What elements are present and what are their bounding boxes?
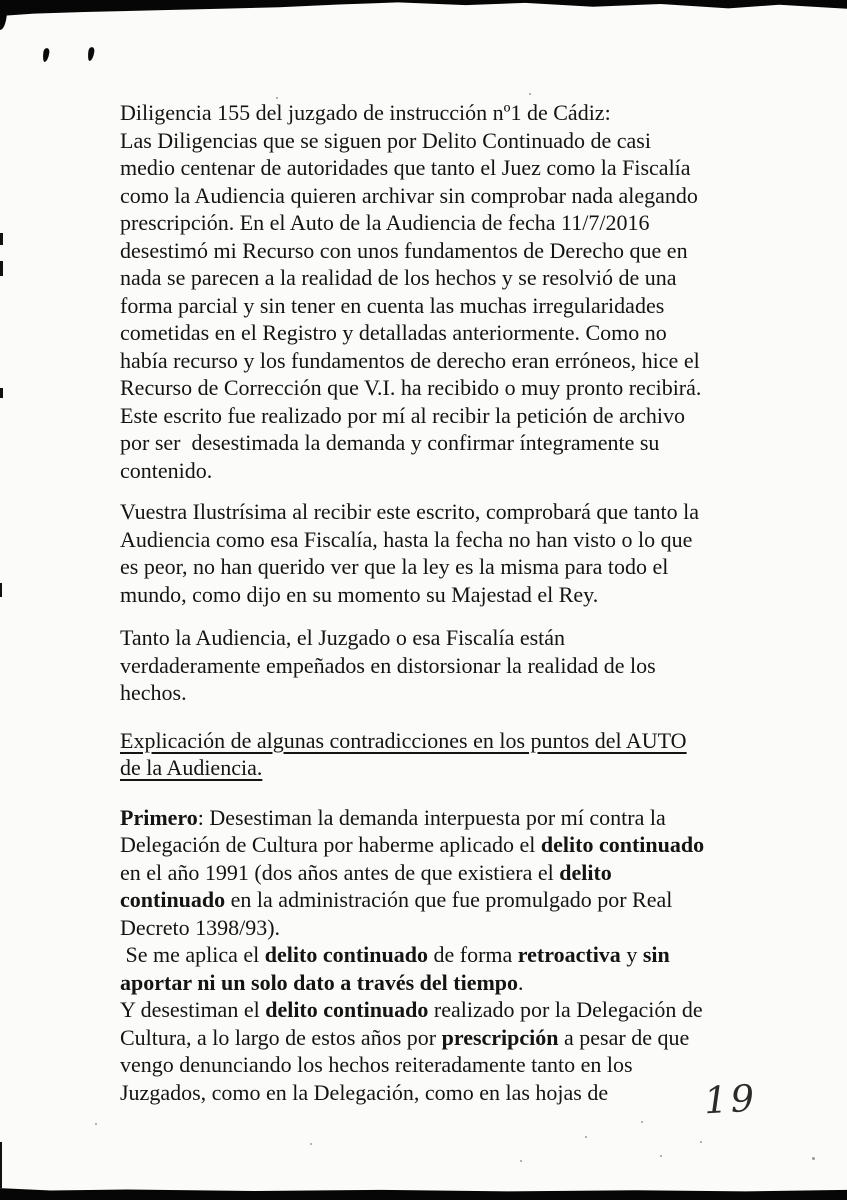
text-run: Decreto 1398/93). bbox=[120, 914, 281, 940]
text-run: contenido. bbox=[120, 457, 213, 483]
bold-text-run: prescripción bbox=[441, 1024, 559, 1050]
text-run: Diligencia 155 del juzgado de instrucción nº1 de Cádiz: bbox=[120, 100, 611, 125]
text-line bbox=[120, 374, 780, 402]
text-run: Tanto la Audiencia, el Juzgado o esa Fiscalía están bbox=[120, 625, 566, 650]
bold-text-run: delito bbox=[559, 859, 612, 885]
scan-speckle bbox=[95, 1123, 97, 1125]
bold-text-run: Primero bbox=[120, 804, 198, 830]
text-line bbox=[120, 754, 780, 782]
text-run: a pesar de que bbox=[558, 1024, 690, 1050]
text-run: prescripción. En el Auto de la Audiencia de fecha 11/7/2016 bbox=[120, 210, 650, 235]
text-run: Delegación de Cultura por haberme aplicado el bbox=[120, 832, 541, 857]
text-line bbox=[120, 209, 780, 237]
text-line bbox=[120, 292, 780, 320]
text-line bbox=[120, 941, 780, 969]
scan-edge-artifact bbox=[0, 233, 3, 245]
text-run: mundo, como dijo en su momento su Majestad el Rey. bbox=[120, 581, 599, 607]
text-run: hechos. bbox=[120, 680, 187, 705]
text-run: y bbox=[620, 942, 643, 967]
scan-edge-artifact bbox=[0, 388, 3, 398]
text-line bbox=[120, 969, 780, 997]
text-line bbox=[120, 498, 780, 526]
text-line bbox=[120, 154, 780, 182]
scan-speckle bbox=[520, 1160, 522, 1162]
text-run: había recurso y los fundamentos de derecho eran erróneos, hice el bbox=[120, 347, 700, 373]
document-paragraph bbox=[120, 99, 780, 484]
scan-speckle bbox=[812, 1157, 815, 1160]
scan-speckle bbox=[585, 1136, 587, 1138]
text-run: Juzgados, como en la Delegación, como en las hojas de bbox=[120, 1079, 609, 1105]
text-line bbox=[120, 429, 780, 457]
scan-edge-artifact bbox=[0, 1142, 2, 1188]
text-line bbox=[120, 727, 780, 755]
scan-speckle bbox=[660, 1155, 662, 1157]
text-line bbox=[120, 402, 780, 430]
text-line bbox=[120, 319, 780, 347]
ink-mark bbox=[87, 47, 95, 62]
text-line bbox=[120, 99, 780, 127]
scan-edge-artifact bbox=[0, 583, 2, 597]
document-paragraph bbox=[120, 498, 780, 608]
text-run: vengo denunciando los hechos reiteradamente tanto en los bbox=[120, 1052, 633, 1077]
document-body bbox=[120, 99, 780, 1106]
bold-text-run: delito continuado bbox=[265, 997, 429, 1022]
text-run: cometidas en el Registro y detalladas anteriormente. Como no bbox=[120, 320, 667, 345]
text-line bbox=[120, 886, 780, 914]
bold-text-run: aportar ni un solo dato a través del tiempo bbox=[120, 969, 519, 995]
text-line bbox=[120, 553, 780, 581]
bold-text-run: retroactiva bbox=[517, 942, 621, 967]
bold-text-run: continuado bbox=[120, 887, 226, 912]
text-line bbox=[120, 581, 780, 609]
text-line bbox=[120, 831, 780, 859]
text-run: nada se parecen a la realidad de los hechos y se resolvió de una bbox=[120, 265, 677, 290]
text-line bbox=[120, 347, 780, 375]
bold-text-run: delito continuado bbox=[264, 942, 428, 967]
bold-text-run: sin bbox=[642, 942, 670, 967]
text-line bbox=[120, 1051, 780, 1079]
text-run: Este escrito fue realizado por mí al recibir la petición de archivo bbox=[120, 402, 686, 428]
text-run: realizado por la Delegación de bbox=[428, 997, 703, 1022]
text-run: forma parcial y sin tener en cuenta las muchas irregularidades bbox=[120, 292, 665, 318]
scan-speckle bbox=[700, 1141, 702, 1143]
text-run: Explicación de algunas contradicciones en los puntos del AUTO bbox=[120, 727, 687, 753]
text-run: de la Audiencia. bbox=[120, 755, 263, 780]
text-line bbox=[120, 804, 780, 832]
ink-mark bbox=[42, 48, 50, 63]
text-run: en la administración que fue promulgado por Real bbox=[225, 887, 673, 912]
text-line bbox=[120, 1079, 780, 1107]
text-run: Las Diligencias que se siguen por Delito Continuado de casi bbox=[120, 127, 651, 153]
text-run: Recurso de Corrección que V.I. ha recibido o muy pronto recibirá. bbox=[120, 375, 702, 400]
text-line bbox=[120, 652, 780, 680]
text-run: medio centenar de autoridades que tanto el Juez como la Fiscalía bbox=[120, 155, 691, 180]
text-line bbox=[120, 914, 780, 942]
text-line bbox=[120, 1024, 780, 1052]
text-run: desestimó mi Recurso con unos fundamentos de Derecho que en bbox=[120, 237, 688, 263]
text-run: . bbox=[518, 969, 524, 995]
text-run: Vuestra Ilustrísima al recibir este escrito, comprobará que tanto la bbox=[120, 499, 700, 524]
text-line bbox=[120, 679, 780, 707]
text-line bbox=[120, 859, 780, 887]
text-run: en el año 1991 (dos años antes de que existiera el bbox=[120, 859, 560, 885]
text-run: : Desestiman la demanda interpuesta por mí contra la bbox=[197, 804, 666, 830]
text-line bbox=[120, 127, 780, 155]
scan-edge-artifact bbox=[0, 261, 3, 276]
text-line bbox=[120, 264, 780, 292]
text-line bbox=[120, 624, 780, 652]
text-run: por ser desestimada la demanda y confirmar íntegramente su bbox=[120, 430, 660, 455]
document-paragraph bbox=[120, 804, 780, 1107]
text-run: es peor, no han querido ver que la ley es la misma para todo el bbox=[120, 554, 669, 579]
text-run: de forma bbox=[427, 942, 518, 967]
document-heading bbox=[120, 727, 780, 782]
scan-speckle bbox=[529, 93, 531, 95]
scan-speckle bbox=[641, 1121, 643, 1123]
text-run: Y desestiman el bbox=[120, 997, 266, 1022]
text-line bbox=[120, 526, 780, 554]
handwritten-page-number: 19 bbox=[702, 1076, 759, 1123]
page-corner-shadow bbox=[0, 10, 7, 30]
text-run: Audiencia como esa Fiscalía, hasta la fecha no han visto o lo que bbox=[120, 526, 693, 552]
text-line bbox=[120, 237, 780, 265]
document-paragraph bbox=[120, 624, 780, 707]
text-line bbox=[120, 996, 780, 1024]
text-line bbox=[120, 457, 780, 485]
scanner-edge-bar-top bbox=[0, 0, 847, 16]
text-run: como la Audiencia quieren archivar sin comprobar nada alegando bbox=[120, 182, 698, 208]
bold-text-run: delito continuado bbox=[540, 832, 705, 857]
scan-speckle bbox=[310, 1143, 312, 1145]
text-run: Se me aplica el bbox=[120, 942, 265, 967]
text-run: verdaderamente empeñados en distorsionar la realidad de los bbox=[120, 652, 656, 678]
text-run: Cultura, a lo largo de estos años por bbox=[120, 1024, 442, 1050]
scanner-edge-bar-bottom bbox=[0, 1186, 847, 1200]
text-line bbox=[120, 182, 780, 210]
